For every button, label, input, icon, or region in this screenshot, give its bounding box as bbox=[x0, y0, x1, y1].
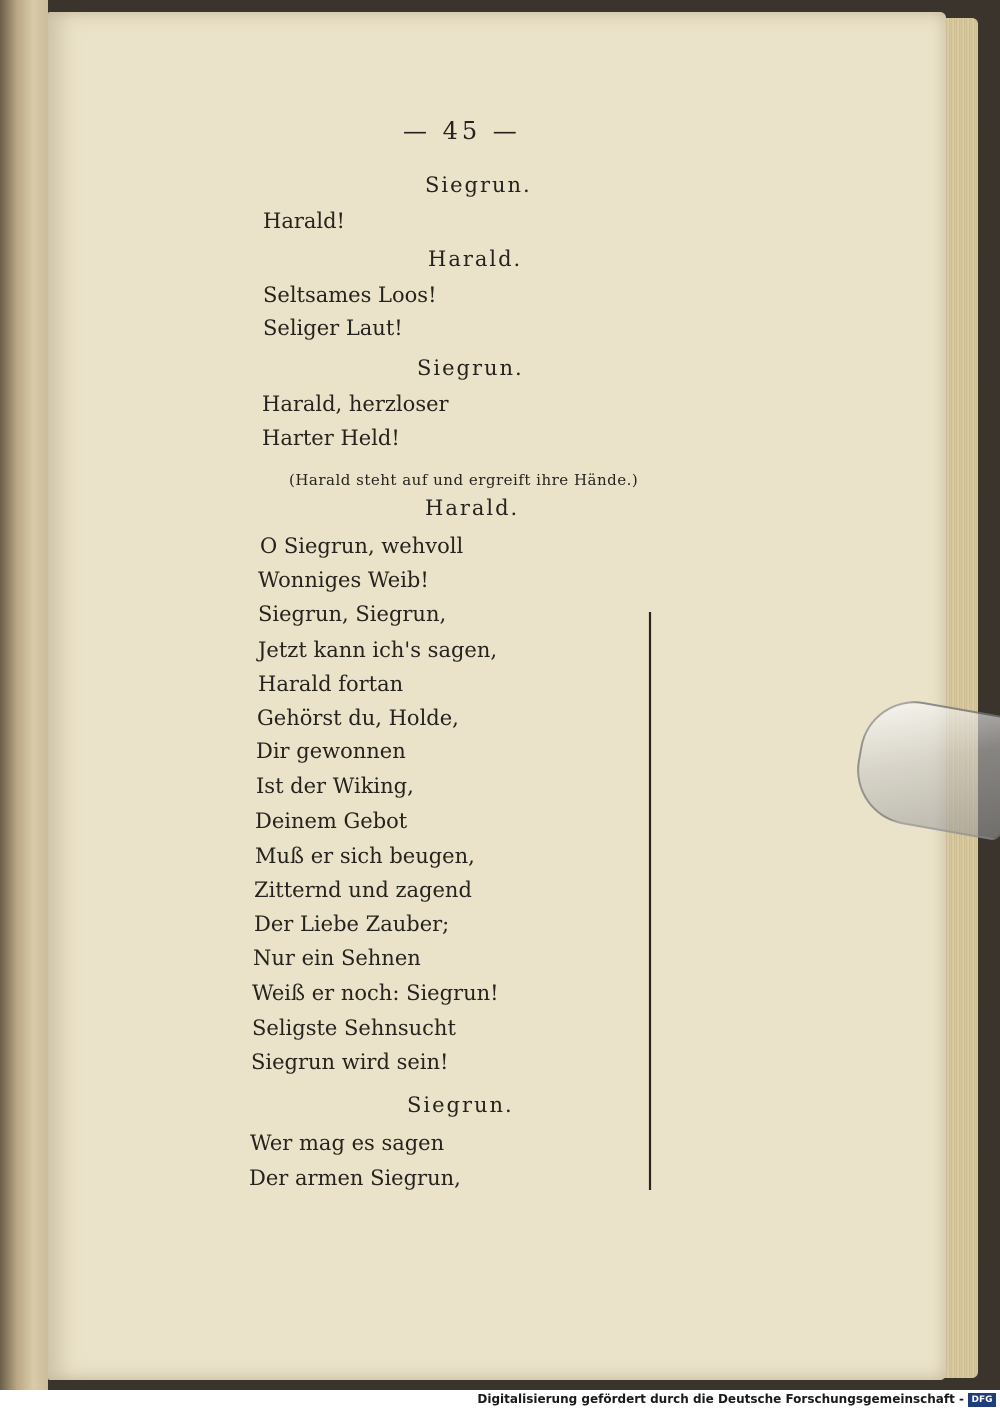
verse-line: Harald! bbox=[263, 209, 345, 233]
verse-line: Seligste Sehnsucht bbox=[252, 1016, 456, 1040]
verse-line: Weiß er noch: Siegrun! bbox=[252, 981, 499, 1005]
verse-line: Zitternd und zagend bbox=[254, 878, 472, 902]
margin-line bbox=[648, 612, 652, 1190]
speaker-heading: Harald. bbox=[425, 496, 520, 520]
verse-line: Der armen Siegrun, bbox=[249, 1166, 461, 1190]
speaker-heading: Siegrun. bbox=[425, 173, 532, 197]
dfg-logo-icon: DFG bbox=[968, 1393, 996, 1407]
verse-line: Seliger Laut! bbox=[263, 316, 403, 340]
stage-direction: (Harald steht auf und ergreift ihre Hände.) bbox=[289, 471, 639, 489]
speaker-heading: Siegrun. bbox=[407, 1093, 514, 1117]
verse-line: Ist der Wiking, bbox=[256, 774, 414, 798]
verse-line: Gehörst du, Holde, bbox=[257, 706, 459, 730]
verse-line: O Siegrun, wehvoll bbox=[260, 534, 464, 558]
speaker-heading: Harald. bbox=[428, 247, 523, 271]
footer-bar bbox=[0, 1390, 1000, 1410]
verse-line: Wer mag es sagen bbox=[250, 1131, 445, 1155]
speaker-heading: Siegrun. bbox=[417, 356, 524, 380]
verse-line: Harter Held! bbox=[262, 426, 400, 450]
verse-line: Dir gewonnen bbox=[256, 739, 406, 763]
verse-line: Harald, herzloser bbox=[262, 392, 449, 416]
verse-line: Nur ein Sehnen bbox=[253, 946, 421, 970]
verse-line: Siegrun, Siegrun, bbox=[258, 602, 447, 626]
verse-line: Deinem Gebot bbox=[255, 809, 408, 833]
verse-line: Muß er sich beugen, bbox=[255, 844, 475, 868]
footer-credit: Digitalisierung gefördert durch die Deutsche Forschungsgemeinschaft - bbox=[477, 1392, 964, 1406]
verse-line: Harald fortan bbox=[258, 672, 404, 696]
verse-line: Seltsames Loos! bbox=[263, 283, 437, 307]
verse-line: Wonniges Weib! bbox=[258, 568, 429, 592]
page-number: — 45 — bbox=[403, 117, 521, 145]
verse-line: Jetzt kann ich's sagen, bbox=[258, 638, 498, 662]
verse-line: Siegrun wird sein! bbox=[251, 1050, 449, 1074]
verse-line: Der Liebe Zauber; bbox=[254, 912, 450, 936]
book-page bbox=[48, 12, 946, 1380]
left-page-edge bbox=[0, 0, 48, 1390]
